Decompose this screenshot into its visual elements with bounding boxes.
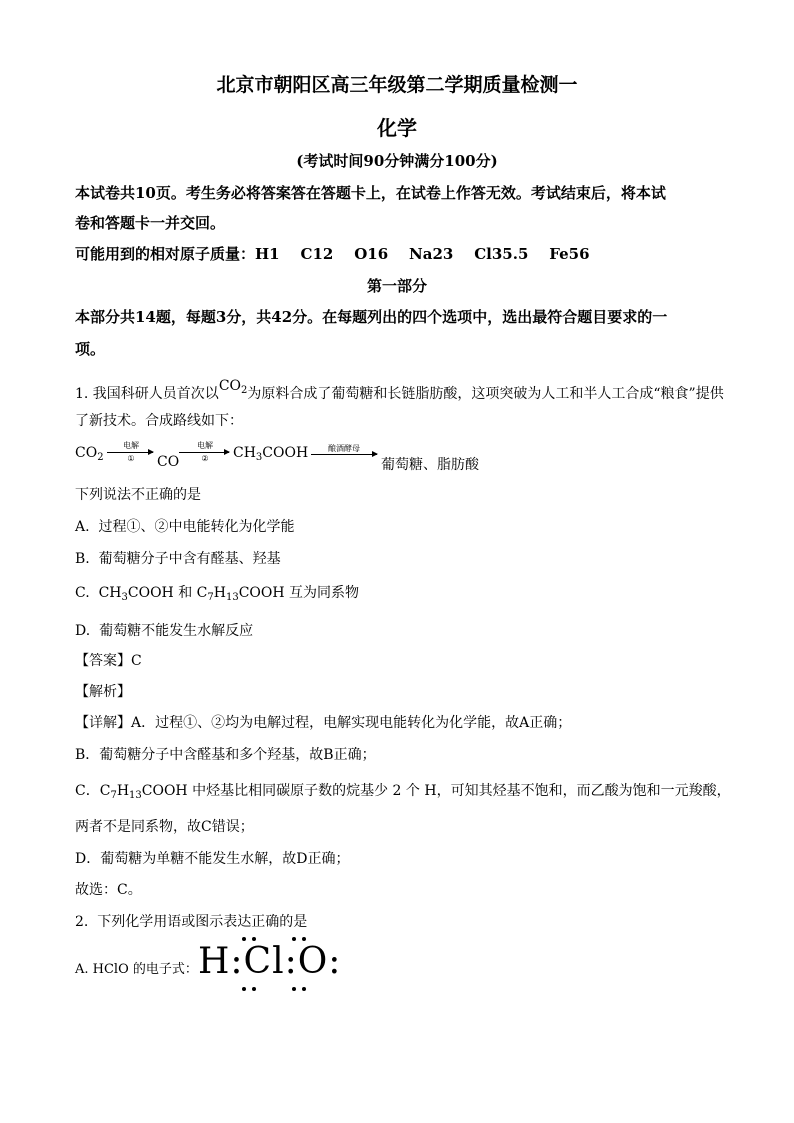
- hclo-electron-formula-text: H:Cl:O:: [198, 941, 342, 982]
- part1-description-line1: 本部分共14题，每题3分，共42分。在每题列出的四个选项中，选出最符合题目要求的一: [75, 308, 668, 326]
- q1-prompt: 下列说法不正确的是: [75, 487, 201, 503]
- lone-pair-dot: [252, 987, 256, 991]
- hclo-electron-formula: [198, 935, 342, 997]
- lone-pair-dot: [292, 987, 296, 991]
- route-arrow1-label-bottom: ①: [127, 454, 135, 463]
- q2-stem: 2. 下列化学用语或图示表达正确的是: [75, 914, 308, 930]
- instructions-line2: 卷和答题卡一并交回。: [75, 214, 226, 232]
- route-products: 葡萄糖、脂肪酸: [381, 457, 479, 473]
- q1-option-b: B. 葡萄糖分子中含有醛基、羟基: [75, 551, 281, 567]
- atomic-masses: 可能用到的相对原子质量：H1 C12 O16 Na23 Cl35.5 Fe56: [75, 245, 590, 263]
- route-arrow3: [311, 454, 377, 455]
- q1-stem-end: 为原料合成了葡萄糖和长链脂肪酸，这项突破为人工和半人工合成“粮食”提供: [247, 386, 724, 402]
- route-arrow2: [179, 452, 229, 453]
- q1-option-d: D. 葡萄糖不能发生水解反应: [75, 623, 254, 639]
- part1-heading: 第一部分: [366, 277, 427, 295]
- q1-stem-start: 1. 我国科研人员首次以: [75, 386, 219, 402]
- route-arrow3-label-top: 酿酒酵母: [328, 444, 360, 453]
- q1-analysis-heading: 【解析】: [75, 684, 131, 700]
- route-arrow1: [107, 452, 153, 453]
- q1-detail-b: B．葡萄糖分子中含醛基和多个羟基，故B正确；: [75, 747, 376, 763]
- q1-option-a: A. 过程①、②中电能转化为化学能: [75, 519, 295, 535]
- lone-pair-dot: [252, 937, 256, 941]
- q1-detail-c-line1: C．$C_7H_{13}COOH$ 中烃基比相同碳原子数的烷基少 2 个 H，可知其烃基不饱和，而乙酸为饱和一元羧酸，: [75, 783, 731, 801]
- q1-stem-line2: 了新技术。合成路线如下：: [75, 413, 243, 429]
- instructions-line1: 本试卷共10页。考生务必将答案答在答题卡上，在试卷上作答无效。考试结束后，将本试: [75, 184, 666, 202]
- lone-pair-dot: [302, 937, 306, 941]
- q1-detail-d: D．葡萄糖为单糖不能发生水解，故D正确；: [75, 851, 350, 867]
- subject-title: 化学: [377, 116, 417, 140]
- route-co2: $CO_2$: [75, 445, 104, 463]
- q1-answer: 【答案】C: [75, 653, 142, 669]
- lone-pair-dot: [242, 987, 246, 991]
- q1-option-c: C. $CH_3COOH$ 和 $C_7H_{13}COOH$ 互为同系物: [75, 585, 360, 603]
- route-ch3cooh: $CH_3COOH$: [233, 445, 309, 463]
- q1-stem-co2: $CO_2$: [218, 378, 248, 396]
- route-arrow2-label-bottom: ②: [201, 454, 209, 463]
- part1-description-line2: 项。: [75, 340, 106, 358]
- route-arrow1-label-top: 电解: [123, 441, 139, 450]
- route-co: CO: [157, 454, 180, 470]
- q1-conclusion: 故选：C。: [75, 882, 142, 898]
- q1-detail-c-line2: 两者不是同系物，故C错误；: [75, 819, 254, 835]
- q1-stem-line1: [75, 378, 724, 403]
- route-arrow2-label-top: 电解: [197, 441, 213, 450]
- lone-pair-dot: [302, 987, 306, 991]
- exam-info: (考试时间90分钟满分100分): [296, 152, 498, 170]
- q2-option-a-label: A. HClO 的电子式：: [75, 962, 198, 977]
- exam-title: 北京市朝阳区高三年级第二学期质量检测一: [216, 74, 578, 96]
- q1-detail-a: 【详解】A．过程①、②均为电解过程，电解实现电能转化为化学能，故A正确；: [75, 715, 572, 731]
- synthesis-route: [75, 440, 695, 474]
- lone-pair-dot: [242, 937, 246, 941]
- lone-pair-dot: [292, 937, 296, 941]
